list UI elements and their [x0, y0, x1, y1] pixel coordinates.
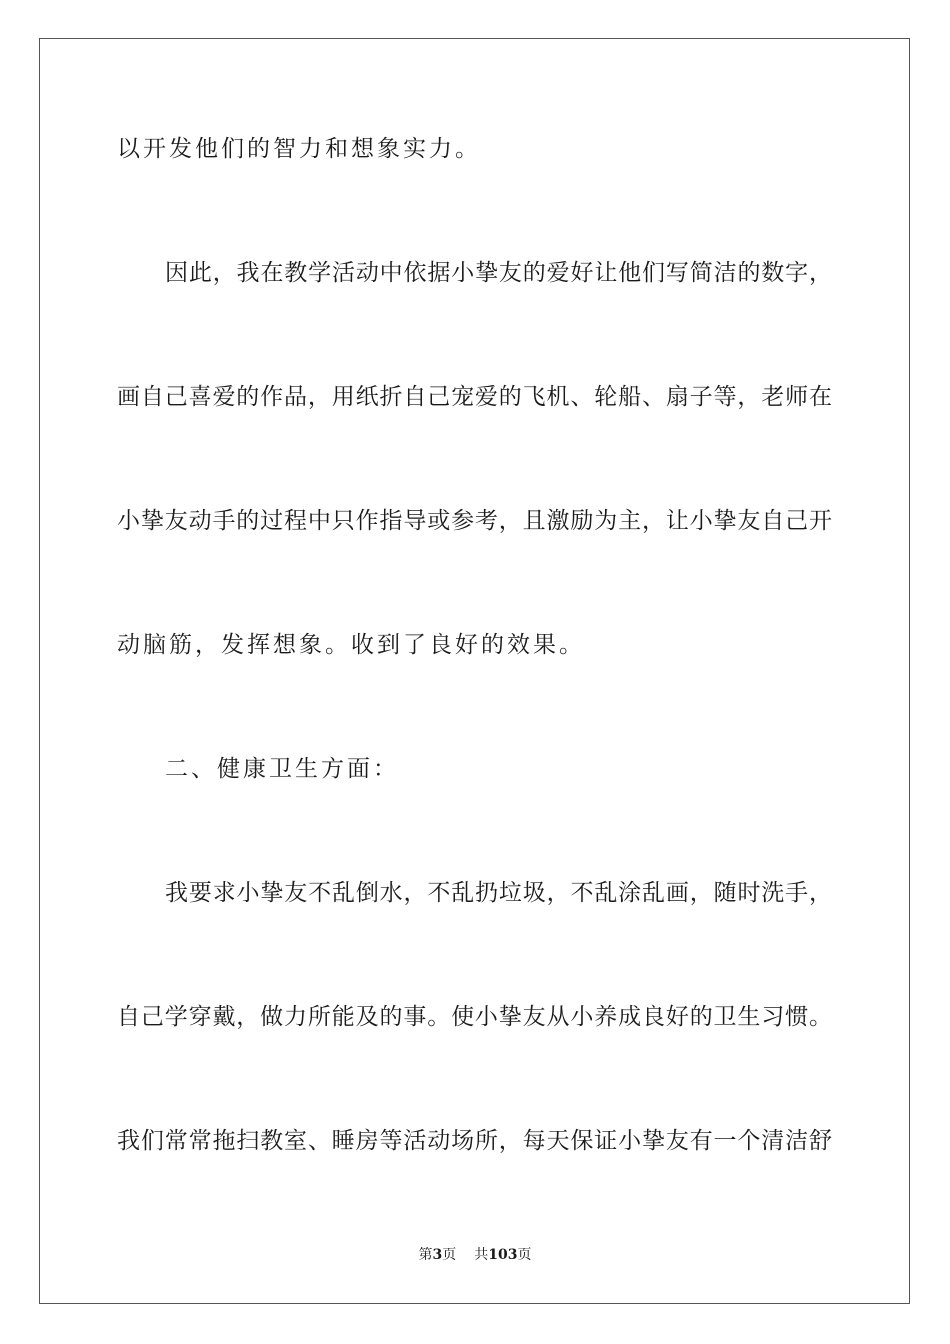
text-line-4: 小挚友动手的过程中只作指导或参考，且激励为主，让小挚友自己开	[117, 508, 832, 534]
total-suffix: 页	[517, 1247, 532, 1263]
page-border	[39, 38, 910, 1304]
page-footer	[0, 1245, 950, 1265]
total-prefix: 共	[474, 1247, 489, 1263]
page-prefix: 第	[418, 1247, 433, 1263]
text-line-2: 因此，我在教学活动中依据小挚友的爱好让他们写简洁的数字，	[165, 260, 832, 286]
text-line-7: 我要求小挚友不乱倒水，不乱扔垃圾，不乱涂乱画，随时洗手，	[165, 880, 832, 906]
page-number	[419, 1247, 457, 1263]
page-suffix: 页	[442, 1247, 457, 1263]
text-line-9: 我们常常拖扫教室、睡房等活动场所，每天保证小挚友有一个清洁舒	[117, 1128, 832, 1154]
section-heading: 二、健康卫生方面：	[165, 756, 399, 782]
text-line-3: 画自己喜爱的作品，用纸折自己宠爱的飞机、轮船、扇子等，老师在	[117, 384, 832, 410]
text-line-5: 动脑筋，发挥想象。收到了良好的效果。	[117, 632, 585, 658]
text-line-1: 以开发他们的智力和想象实力。	[117, 136, 481, 162]
current-page: 3	[432, 1247, 443, 1263]
total-pages: 103	[488, 1247, 518, 1263]
text-line-8: 自己学穿戴，做力所能及的事。使小挚友从小养成良好的卫生习惯。	[117, 1004, 832, 1030]
page-total	[474, 1247, 531, 1263]
